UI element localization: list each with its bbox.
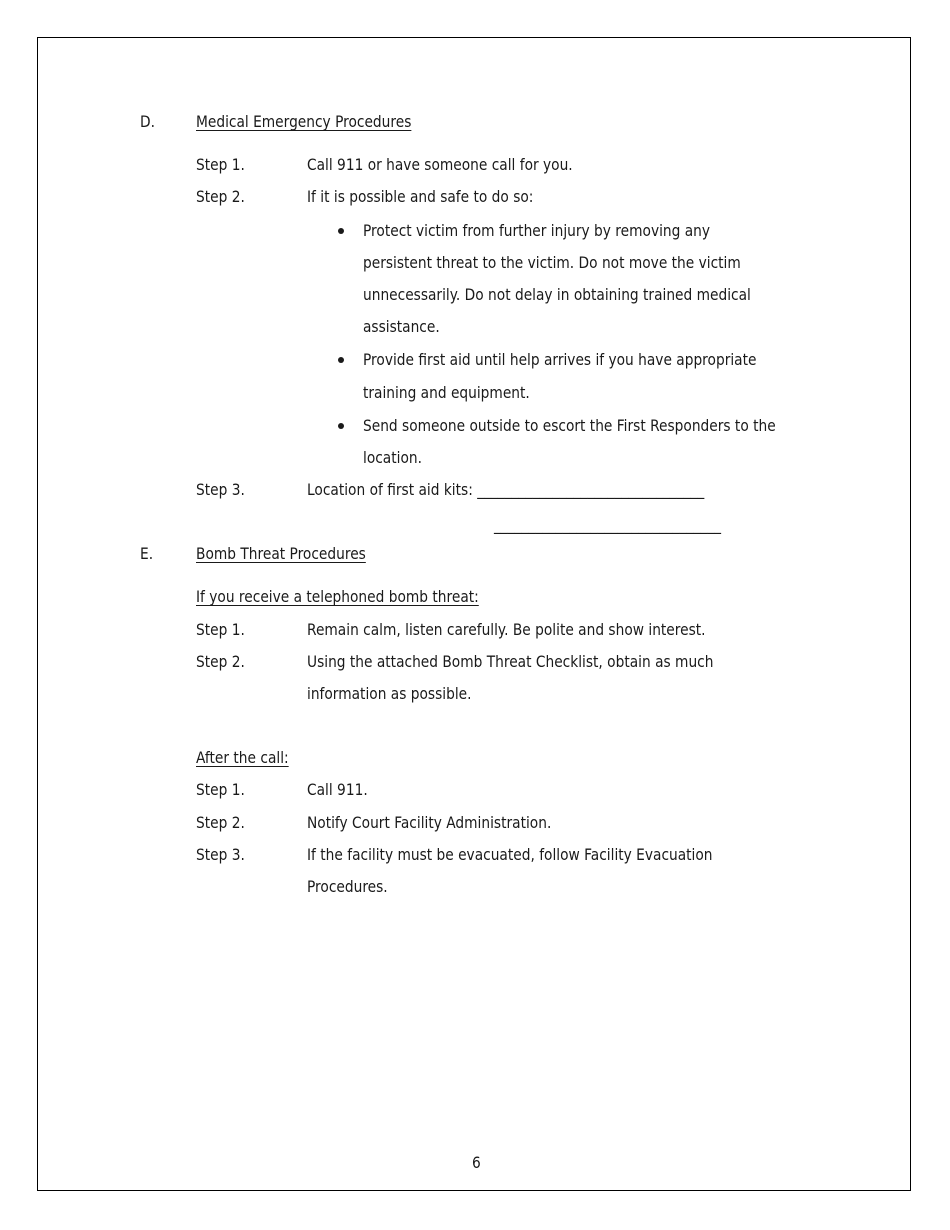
step-text: Call 911 or have someone call for you. (307, 155, 573, 174)
bullet-icon (338, 357, 344, 363)
section-d-letter: D. (140, 112, 155, 131)
bullet-line: Protect victim from further injury by removing any (363, 221, 711, 240)
section-d-title: Medical Emergency Procedures (196, 112, 412, 131)
blank-line: _________________________________ (494, 515, 722, 534)
bullet-icon (338, 423, 344, 429)
subheading: If you receive a telephoned bomb threat: (196, 587, 479, 606)
bullet-line: assistance. (363, 317, 440, 336)
step-label: Step 1. (196, 155, 245, 174)
step-label: Step 3. (196, 480, 245, 499)
bullet-line: Provide first aid until help arrives if you have appropriate (363, 350, 757, 369)
bullet-icon (338, 228, 344, 234)
step-text: Remain calm, listen carefully. Be polite and show interest. (307, 620, 706, 639)
bullet-line: location. (363, 448, 422, 467)
bullet-line: unnecessarily. Do not delay in obtaining trained medical (363, 285, 751, 304)
bullet-line: Send someone outside to escort the First Responders to the (363, 416, 776, 435)
section-e-letter: E. (140, 544, 154, 563)
bullet-line: persistent threat to the victim. Do not move the victim (363, 253, 741, 272)
step-text: Procedures. (307, 877, 388, 896)
step-label: Step 2. (196, 187, 245, 206)
step-text: Using the attached Bomb Threat Checklist, obtain as much (307, 652, 714, 671)
step-text: Notify Court Facility Administration. (307, 813, 552, 832)
subheading: After the call: (196, 748, 289, 767)
bullet-line: training and equipment. (363, 383, 530, 402)
step-text: Location of first aid kits: _________________________________ (307, 480, 705, 499)
step-text: Call 911. (307, 780, 368, 799)
step-label: Step 2. (196, 813, 245, 832)
step-label: Step 3. (196, 845, 245, 864)
page-number: 6 (472, 1153, 481, 1172)
page-border (37, 37, 911, 1191)
section-e-title: Bomb Threat Procedures (196, 544, 366, 563)
step-label: Step 1. (196, 780, 245, 799)
step-label: Step 1. (196, 620, 245, 639)
step-text: If it is possible and safe to do so: (307, 187, 534, 206)
step-text: If the facility must be evacuated, follow Facility Evacuation (307, 845, 713, 864)
step-text: information as possible. (307, 684, 472, 703)
step-label: Step 2. (196, 652, 245, 671)
